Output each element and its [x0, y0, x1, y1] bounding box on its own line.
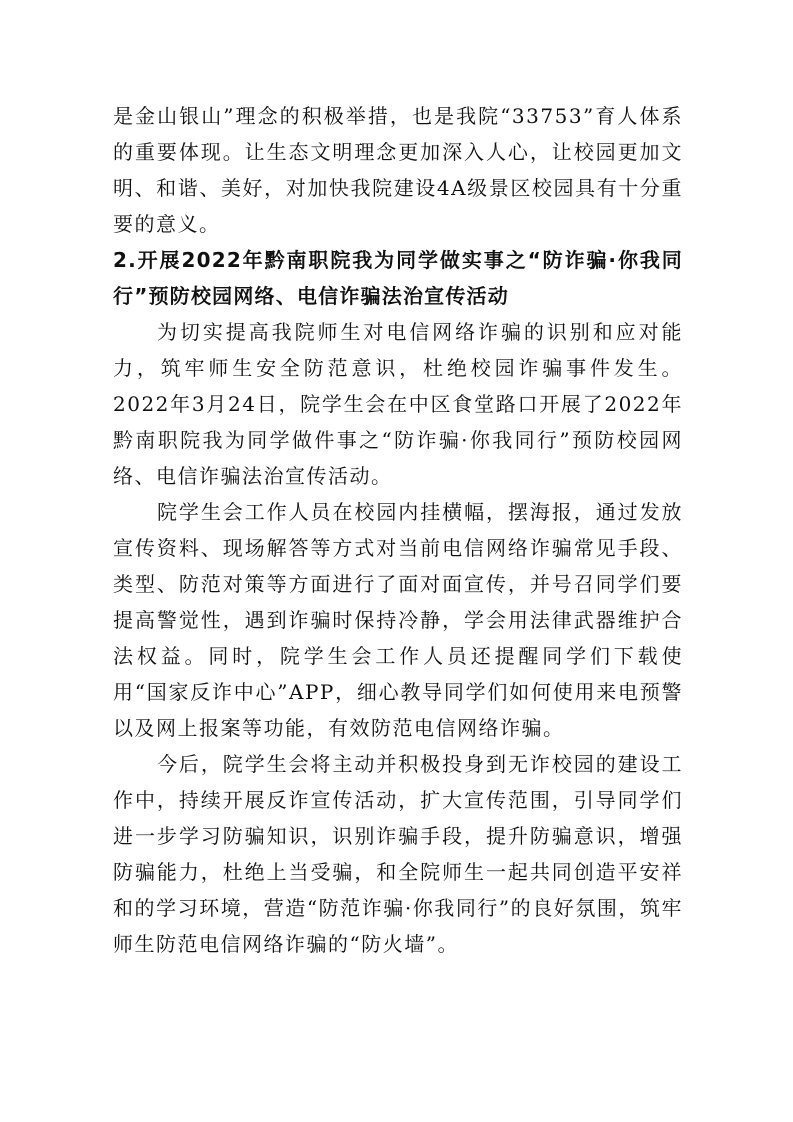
continued-paragraph: 是金山银山”理念的积极举措，也是我院“33753”育人体系的重要体现。让生态文明理念更加深入人心，让校园更加文明、和谐、美好，对加快我院建设4A级景区校园具有十分重要的意义。: [113, 104, 683, 236]
document-body: [113, 98, 683, 962]
body-paragraph: 院学生会工作人员在校园内挂横幅，摆海报，通过发放宣传资料、现场解答等方式对当前电信网络诈骗常见手段、类型、防范对策等方面进行了面对面宣传，并号召同学们要提高警觉性，遇到诈骗时保持冷静，学会用法律武器维护合法权益。同时，院学生会工作人员还提醒同学们下载使用“国家反诈中心”APP，细心教导同学们如何使用来电预警以及网上报案等功能，有效防范电信网络诈骗。: [113, 500, 683, 740]
body-paragraph: 为切实提高我院师生对电信网络诈骗的识别和应对能力，筑牢师生安全防范意识，杜绝校园诈骗事件发生。2022年3月24日，院学生会在中区食堂路口开展了2022年黔南职院我为同学做件事之“防诈骗·你我同行”预防校园网络、电信诈骗法治宣传活动。: [113, 320, 683, 488]
section-heading: 2.开展2022年黔南职院我为同学做实事之“防诈骗·你我同行”预防校园网络、电信诈骗法治宣传活动: [113, 248, 683, 308]
body-paragraph: 今后，院学生会将主动并积极投身到无诈校园的建设工作中，持续开展反诈宣传活动，扩大宣传范围，引导同学们进一步学习防骗知识，识别诈骗手段，提升防骗意识，增强防骗能力，杜绝上当受骗，和全院师生一起共同创造平安祥和的学习环境，营造“防范诈骗·你我同行”的良好氛围，筑牢师生防范电信网络诈骗的“防火墙”。: [113, 752, 683, 956]
